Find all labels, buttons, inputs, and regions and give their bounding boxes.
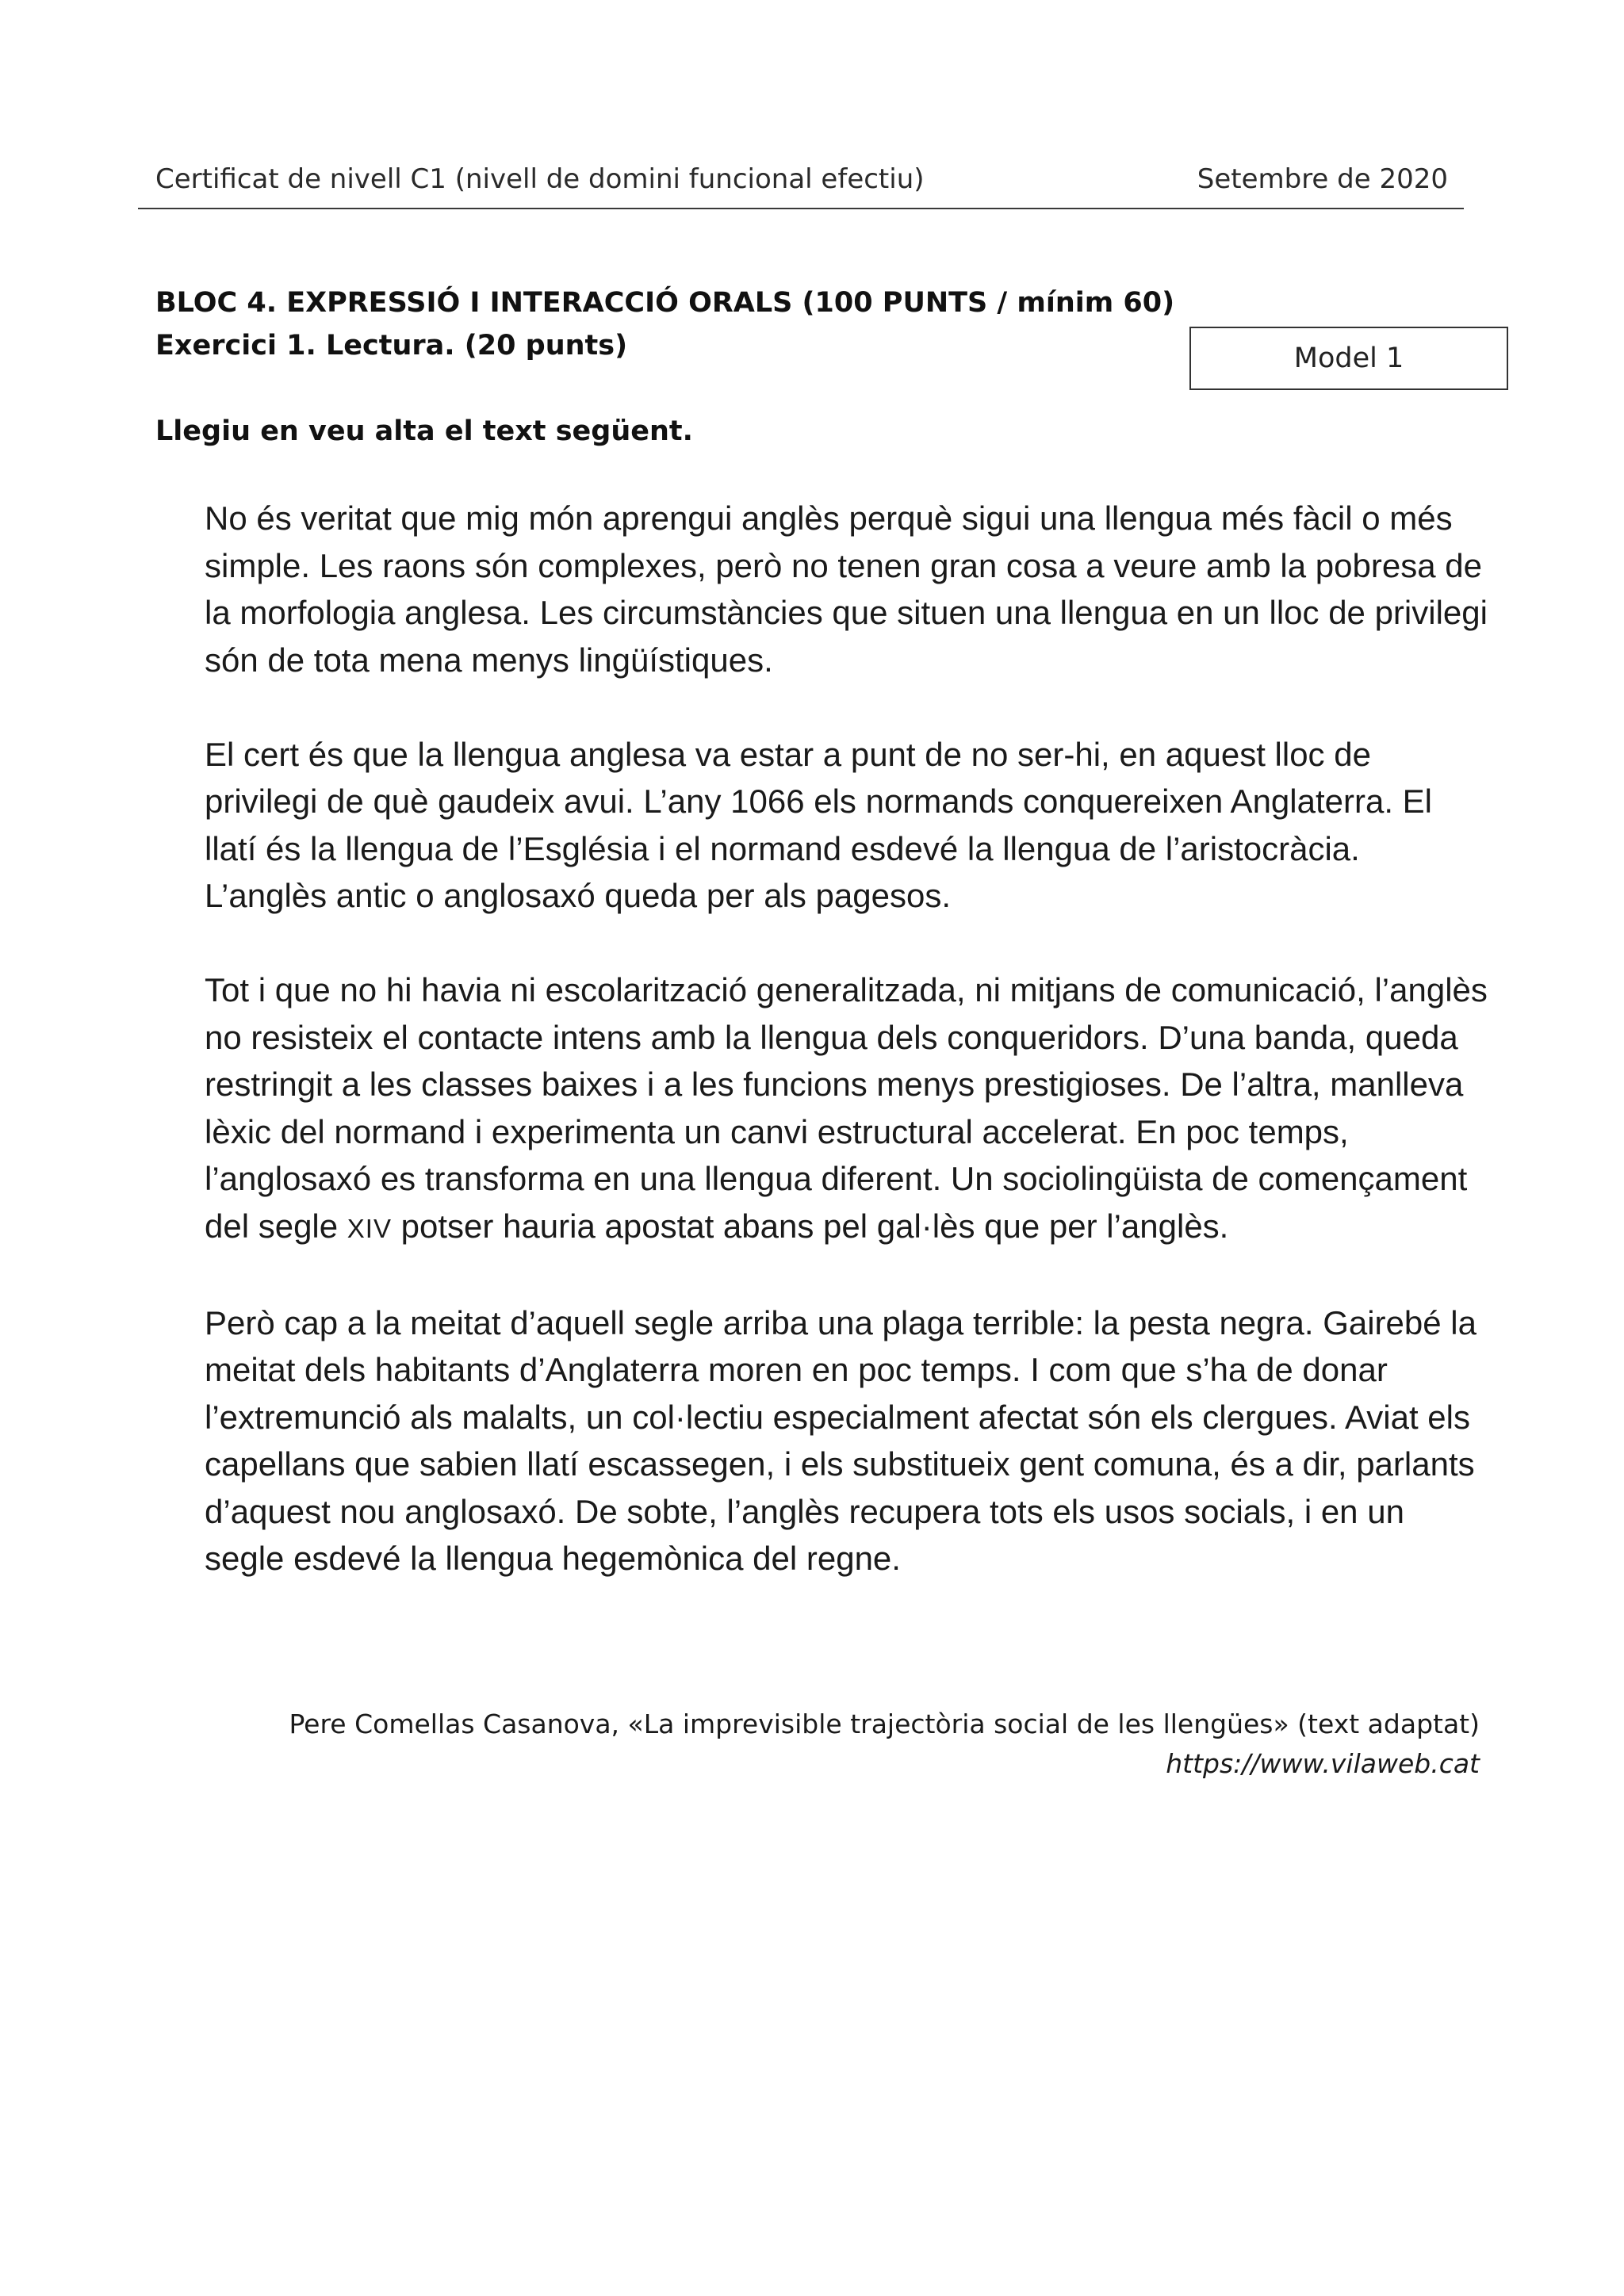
- source-citation: Pere Comellas Casanova, «La imprevisible trajectòria social de les llengües» (text adaptat): [289, 1709, 1480, 1739]
- source-attribution: [289, 1705, 1480, 1784]
- instruction: Llegiu en veu alta el text següent.: [155, 415, 693, 447]
- paragraph-3-part-b: potser hauria apostat abans pel gal·lès que per l’anglès.: [392, 1207, 1229, 1245]
- header-certificate-title: Certificat de nivell C1 (nivell de domini funcional efectiu): [155, 163, 925, 195]
- bloc-title: BLOC 4. EXPRESSIÓ I INTERACCIÓ ORALS (100 PUNTS / mínim 60): [155, 287, 1175, 319]
- header-date: Setembre de 2020: [1197, 163, 1448, 195]
- page-header: [138, 157, 1464, 209]
- model-label-box: [1189, 327, 1508, 390]
- model-label: Model 1: [1293, 342, 1404, 374]
- source-url: https://www.vilaweb.cat: [1166, 1748, 1480, 1779]
- paragraph-3-part-a: Tot i que no hi havia ni escolarització generalitzada, ni mitjans de comunicació, l’anglès no resisteix el contacte intens amb la llengua dels conqueridors. D’una banda, queda restringit a les classes baixes i a les funcions menys prestigioses. De l’altra, manlleva lèxic del normand i experimenta un canvi estructural accelerat. En poc temps, l’anglosaxó es transforma en una llengua diferent. Un sociolingüista de començament del segle: [205, 971, 1488, 1245]
- century-numeral: XIV: [347, 1213, 392, 1243]
- paragraph-3: [205, 966, 1489, 1252]
- reading-text: [205, 495, 1489, 1582]
- exercise-title: Exercici 1. Lectura. (20 punts): [155, 330, 628, 362]
- paragraph-2: El cert és que la llengua anglesa va estar a punt de no ser-hi, en aquest lloc de privilegi de què gaudeix avui. L’any 1066 els normands conquereixen Anglaterra. El llatí és la llengua de l’Església i el normand esdevé la llengua de l’aristocràcia. L’anglès antic o anglosaxó queda per als pagesos.: [205, 735, 1433, 914]
- paragraph-4: Però cap a la meitat d’aquell segle arriba una plaga terrible: la pesta negra. Gairebé la meitat dels habitants d’Anglaterra moren en poc temps. I com que s’ha de donar l’extremunció als malalts, un col·lectiu especialment afectat són els clergues. Aviat els capellans que sabien llatí escassegen, i els substitueix gent comuna, és a dir, parlants d’aquest nou anglosaxó. De sobte, l’anglès recupera tots els usos socials, i en un segle esdevé la llengua hegemònica del regne.: [205, 1303, 1477, 1577]
- paragraph-1: No és veritat que mig món aprengui anglès perquè sigui una llengua més fàcil o més simple. Les raons són complexes, però no tenen gran cosa a veure amb la pobresa de la morfologia anglesa. Les circumstàncies que situen una llengua en un lloc de privilegi són de tota mena menys lingüístiques.: [205, 499, 1488, 679]
